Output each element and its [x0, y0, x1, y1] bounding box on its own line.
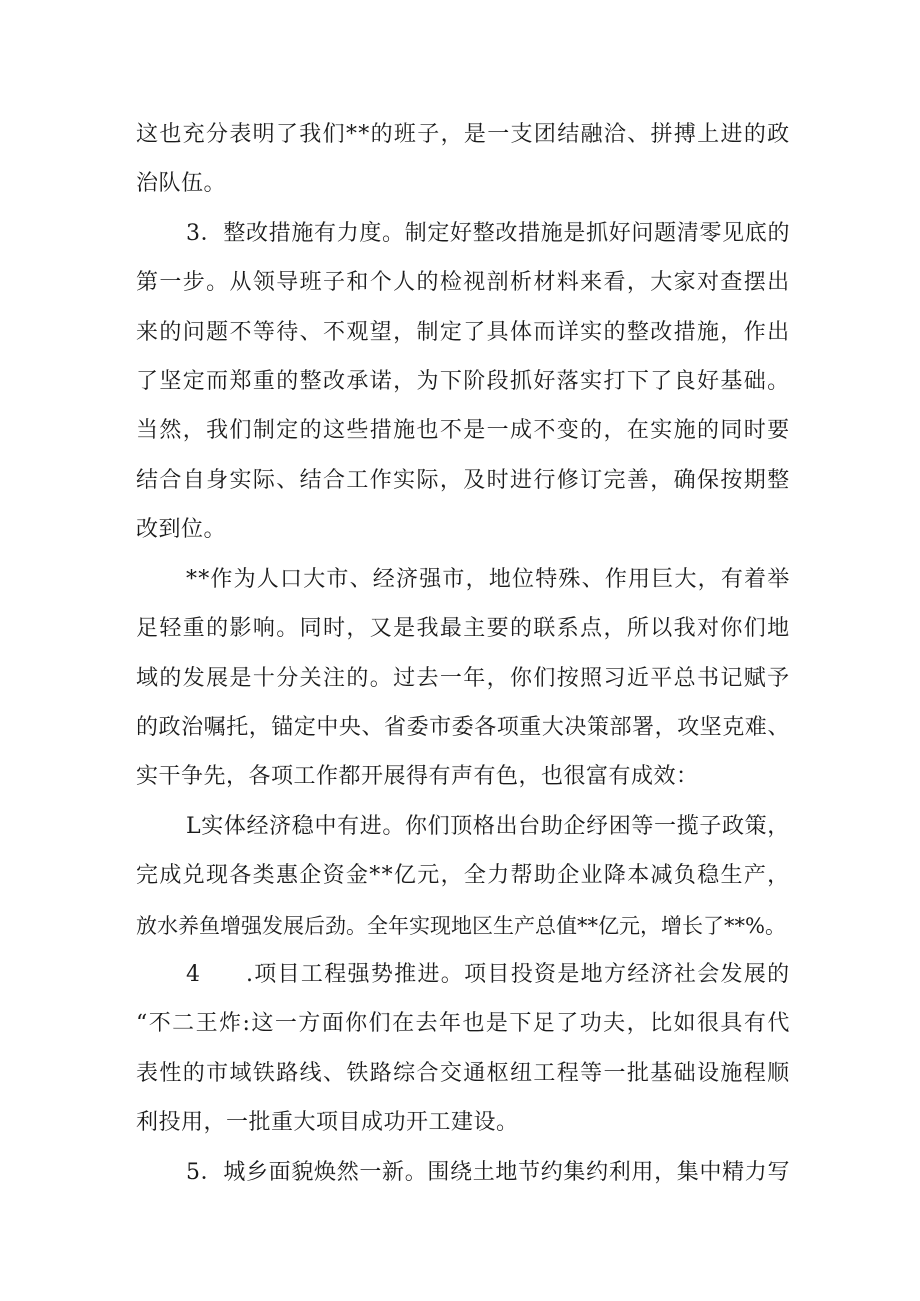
list-number: 4: [186, 962, 201, 987]
text-line: 实干争先，各项工作都开展得有声有色，也很富有成效：: [136, 764, 699, 789]
text-line: 治队伍。: [136, 171, 227, 196]
text-line: 的 政 治 嘱 托 ， 锚 定 中 央 、 省 委 市 委 各 项 重 大 决 策 部 署 ， 攻 坚 克 难 、: [136, 715, 790, 740]
text-line: 来 的 问 题 不 等 待 、 不 观 望 ， 制 定 了 具 体 而 详 实 的 整 改 措 施 ， 作 出: [136, 320, 790, 345]
text-line: 域 的 发 展 是 十 分 关 注 的 。 过 去 一 年 ， 你 们 按 照 习 近 平 总 书 记 赋 予: [136, 666, 790, 691]
text-line: 当 然 ， 我 们 制 定 的 这 些 措 施 也 不 是 一 成 不 变 的 ， 在 实 施 的 同 时 要: [136, 418, 790, 443]
text-line: 表 性 的 市 域 铁 路 线 、 铁 路 综 合 交 通 枢 纽 工 程 等 一 批 基 础 设 施 程 顺: [136, 1061, 790, 1086]
text-line: * * 作 为 人 口 大 市 、 经 济 强 市 ， 地 位 特 殊 、 作 用 巨 大 ， 有 着 举: [186, 567, 790, 592]
text-line: . 项 目 工 程 强 势 推 进 。 项 目 投 资 是 地 方 经 济 社 会 发 展 的: [246, 962, 790, 987]
text-line: 完 成 兑 现 各 类 惠 企 资 金 * * 亿 元 ， 全 力 帮 助 企 业 降 本 减 负 稳 生 产 ，: [136, 863, 790, 888]
text-line: “ 不 二 王 炸 : 这 一 方 面 你 们 在 去 年 也 是 下 足 了 功 夫 ， 比 如 很 具 有 代: [136, 1011, 790, 1036]
text-line: L 实 体 经 济 稳 中 有 进 。 你 们 顶 格 出 台 助 企 纾 困 等 一 揽 子 政 策 ，: [186, 814, 790, 839]
text-line: 足 轻 重 的 影 响 。 同 时 ， 又 是 我 最 主 要 的 联 系 点 ， 所 以 我 对 你 们 地: [136, 616, 790, 641]
text-line: 结 合 自 身 实 际 、 结 合 工 作 实 际 ， 及 时 进 行 修 订 完 善 ， 确 保 按 期 整: [136, 468, 790, 493]
text-line: 3 ． 整 改 措 施 有 力 度 。 制 定 好 整 改 措 施 是 抓 好 问 题 清 零 见 底 的: [186, 221, 790, 246]
text-line: 了 坚 定 而 郑 重 的 整 改 承 诺 ， 为 下 阶 段 抓 好 落 实 打 下 了 良 好 基 础 。: [136, 369, 790, 394]
text-line: 5 ． 城 乡 面 貌 焕 然 一 新 。 围 绕 土 地 节 约 集 约 利 用 ， 集 中 精 力 写: [186, 1160, 790, 1185]
text-line: 这 也 充 分 表 明 了 我 们 * * 的 班 子 ， 是 一 支 团 结 融 洽 、 拼 搏 上 进 的 政: [136, 122, 790, 147]
text-line: 利投用，一批重大项目成功开工建设。: [136, 1110, 519, 1135]
text-line: 第 一 步 。 从 领 导 班 子 和 个 人 的 检 视 剖 析 材 料 来 看 ， 大 家 对 查 摆 出: [136, 270, 790, 295]
text-line: 放水养鱼增强发展后劲。全年实现地区生产总值**亿元，增长了**%。: [136, 914, 786, 938]
text-line: 改到位。: [136, 517, 227, 542]
